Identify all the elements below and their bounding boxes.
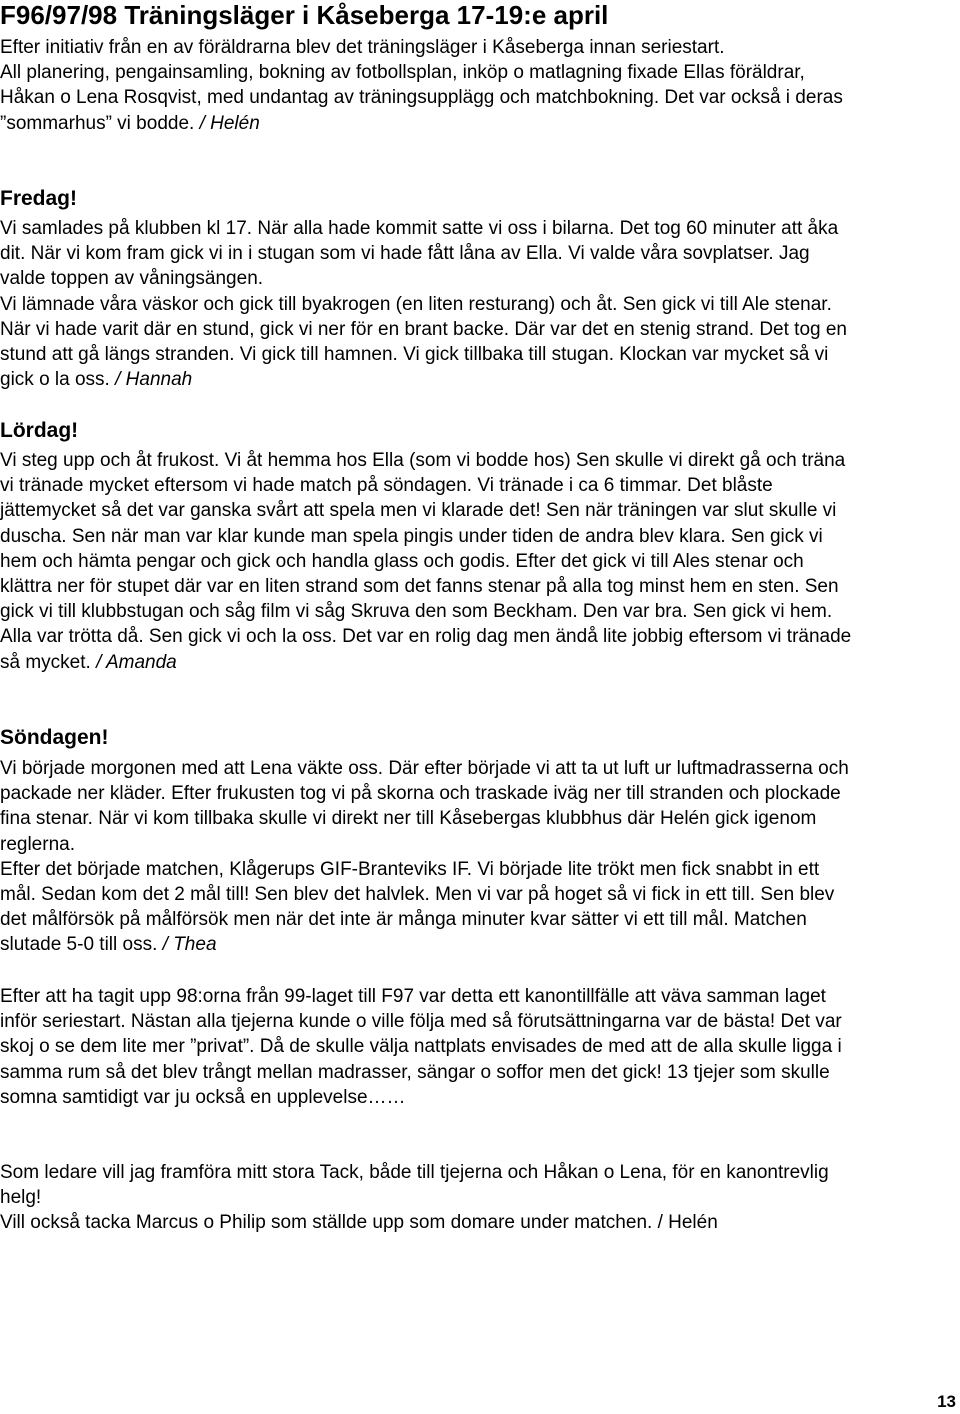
thanks-paragraph-2: Vill också tacka Marcus o Philip som ställde upp som domare under matchen. / Helén (0, 1212, 718, 1234)
page-number: 13 (937, 1392, 956, 1411)
signature-hannah: / Hannah (115, 369, 193, 391)
intro-section (0, 35, 860, 136)
friday-paragraph-2 (0, 292, 860, 393)
intro-text: All planering, pengainsamling, bokning av fotbollsplan, inköp o matlagning fixade Ellas föräldrar, Håkan o Lena Rosqvist, med undantag av träningsupplägg och matchbokning. Det var också i deras ”sommarhus” vi bodde. (0, 62, 843, 134)
saturday-section (0, 448, 860, 675)
signature-thea: / Thea (162, 934, 217, 956)
closing-section (0, 984, 860, 1110)
saturday-paragraph (0, 448, 860, 675)
sunday-text: Efter det började matchen, Klågerups GIF-Branteviks IF. Vi började lite trökt men fick snabbt in ett mål. Sedan kom det 2 mål till! Sen blev det halvlek. Men vi var på hoget så vi fick in ett till. Sen blev det målförsök på målförsök men när det inte är många minuter kvar sätter vi ett till mål. Matchen slutade 5-0 till oss. (0, 858, 835, 956)
closing-paragraph: Efter att ha tagit upp 98:orna från 99-laget till F97 var detta ett kanontillfälle att väva samman laget inför seriestart. Nästan alla tjejerna kunde o ville följa med så förutsättningarna var de bästa! Det var skoj o se dem lite mer ”privat”. Då de skulle välja nattplats envisades de med att de alla skulle ligga i samma rum så det blev trångt mellan madrasser, sängar o soffor men det gick! 13 tjejer som skulle somna samtidigt var ju också en upplevelse…… (0, 986, 842, 1108)
sunday-section (0, 756, 860, 958)
signature-helen: / Helén (199, 112, 260, 134)
thanks-section (0, 1160, 860, 1236)
signature-amanda: / Amanda (96, 651, 177, 673)
thanks-paragraph: Som ledare vill jag framföra mitt stora Tack, både till tjejerna och Håkan o Lena, för en kanontrevlig helg! (0, 1162, 829, 1209)
sunday-paragraph-2 (0, 857, 860, 958)
heading-friday: Fredag! (0, 187, 78, 210)
page-title: F96/97/98 Träningsläger i Kåseberga 17-19:e april (0, 0, 609, 30)
saturday-text: Vi steg upp och åt frukost. Vi åt hemma hos Ella (som vi bodde hos) Sen skulle vi direkt gå och träna vi tränade mycket eftersom vi hade match på söndagen. Vi tränade i ca 6 timmar. Det blåste jättemycket så det var ganska svårt att spela men vi klarade det! Sen när träningen var slut skulle vi duscha. Sen när man var klar kunde man spela pingis under tiden de andra blev klara. Sen gick vi hem och hämta pengar och gick och handla glass och godis. Efter det gick vi till Ales stenar och klättra ner för stupet där var en liten strand som det fanns stenar på alla tog minst hem en sten. Sen gick vi till klubbstugan och såg film vi såg Skruva den som Beckham. Den var bra. Sen gick vi hem. Alla var trötta då. Sen gick vi och la oss. Det var en rolig dag men ändå lite jobbig eftersom vi tränade så mycket. (0, 450, 852, 673)
intro-paragraph-2 (0, 60, 860, 136)
friday-section (0, 216, 860, 392)
friday-paragraph: Vi samlades på klubben kl 17. När alla hade kommit satte vi oss i bilarna. Det tog 60 minuter att åka dit. När vi kom fram gick vi in i stugan som vi hade fått låna av Ella. Vi valde våra sovplatser. Jag valde toppen av våningsängen. (0, 218, 839, 290)
heading-saturday: Lördag! (0, 419, 79, 442)
intro-paragraph: Efter initiativ från en av föräldrarna blev det träningsläger i Kåseberga innan seriestart. (0, 37, 725, 58)
friday-text: Vi lämnade våra väskor och gick till byakrogen (en liten resturang) och åt. Sen gick vi till Ale stenar. När vi hade varit där en stund, gick vi ner för en brant backe. Där var det en stenig strand. Det tog en stund att gå längs stranden. Vi gick till hamnen. Vi gick tillbaka till stugan. Klockan var mycket så vi gick o la oss. (0, 293, 848, 391)
heading-sunday: Söndagen! (0, 726, 109, 749)
sunday-paragraph: Vi började morgonen med att Lena väkte oss. Där efter började vi att ta ut luft ur luftmadrasserna och packade ner kläder. Efter frukusten tog vi på skorna och traskade iväg ner till stranden och plockade fina stenar. När vi kom tillbaka skulle vi direkt ner till Kåsebergas klubbhus där Helén gick igenom reglerna. (0, 758, 849, 855)
